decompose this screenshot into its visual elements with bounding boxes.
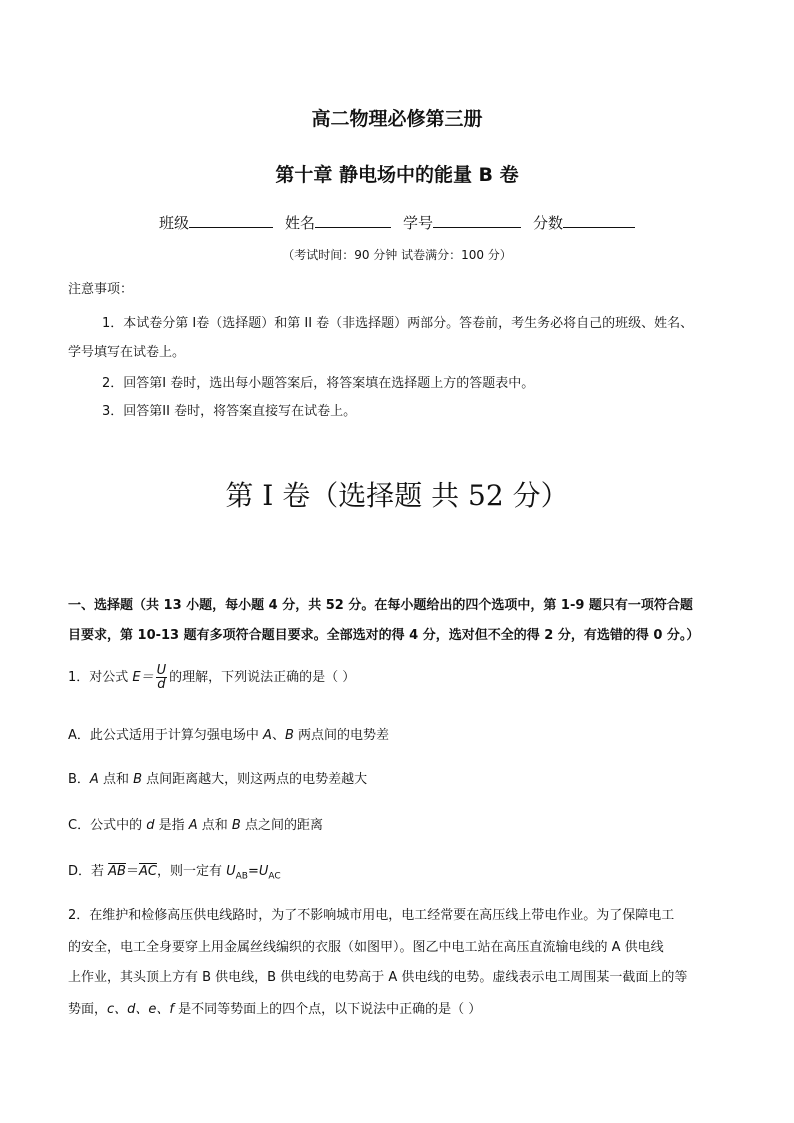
formula-lhs: E＝ [132,670,154,685]
question-2-line-2: 的安全，电工全身要穿上用金属丝线编织的衣服（如图甲）。图乙中电工站在高压直流输电线的 A 供电线 [68,940,664,955]
chapter-title: 第十章 静电场中的能量 B 卷 [275,164,519,186]
formula-fraction: $\frac{U}{d}$ [156,663,167,692]
vector-ab: $\overline{AB}$ [108,864,126,879]
question-2-line-4: 势面，c、d、e、f 是不同等势面上的四个点，以下说法中正确的是（ ） [68,1002,482,1017]
id-blank[interactable] [433,213,521,228]
notice-item-3: 3．回答第II 卷时，将答案直接写在试卷上。 [102,404,357,419]
notice-item-1: 1．本试卷分第 I卷（选择题）和第 II 卷（非选择题）两部分。答卷前，考生务必将自己的班级、姓名、 [102,316,694,331]
exam-time-note: （考试时间：90 分钟 试卷满分：100 分） [282,248,512,262]
question-2-line-1: 2．在维护和检修高压供电线路时，为了不影响城市用电，电工经常要在高压线上带电作业。为了保障电工 [68,908,675,923]
score-label: 分数 [533,214,564,232]
section-intro-line-1: 一、选择题（共 13 小题，每小题 4 分，共 52 分。在每小题给出的四个选项中，第 1-9 题只有一项符合题 [68,598,693,613]
book-title: 高二物理必修第三册 [311,108,483,130]
notice-item-2: 2．回答第I 卷时，选出每小题答案后，将答案填在选择题上方的答题表中。 [102,376,535,391]
question-2-line-3: 上作业，其头顶上方有 B 供电线，B 供电线的电势高于 A 供电线的电势。虚线表示电工周围某一截面上的等 [68,970,688,985]
question-1-option-a[interactable]: A．此公式适用于计算匀强电场中 A、B 两点间的电势差 [68,728,390,743]
notices-heading: 注意事项： [68,282,134,297]
class-label: 班级 [158,214,189,232]
class-blank[interactable] [189,213,273,228]
name-label: 姓名 [284,214,315,232]
question-1-option-d[interactable]: D．若 $\overline{AB}=\overline{AC}$，则一定有 $U_{AB}=U_{AC}$ [68,864,281,882]
name-blank[interactable] [315,213,391,228]
question-1-option-b[interactable]: B．A 点和 B 点间距离越大，则这两点的电势差越大 [68,772,368,787]
section-intro-line-2: 目要求，第 10-13 题有多项符合题目要求。全部选对的得 4 分，选对但不全的得 2 分，有选错的得 0 分。） [68,628,700,643]
section-title: 第 I 卷（选择题 共 52 分） [225,479,569,512]
score-blank[interactable] [563,213,635,228]
notice-item-1-cont: 学号填写在试卷上。 [68,345,186,360]
id-label: 学号 [403,214,434,232]
student-info-line [0,212,794,233]
vector-ac: $\overline{AC}$ [138,864,157,879]
question-1-option-c[interactable]: C．公式中的 d 是指 A 点和 B 点之间的距离 [68,818,323,833]
question-1-stem: 1．对公式 E＝ $\frac{U}{d}$ 的理解，下列说法正确的是（ ） [68,663,356,692]
